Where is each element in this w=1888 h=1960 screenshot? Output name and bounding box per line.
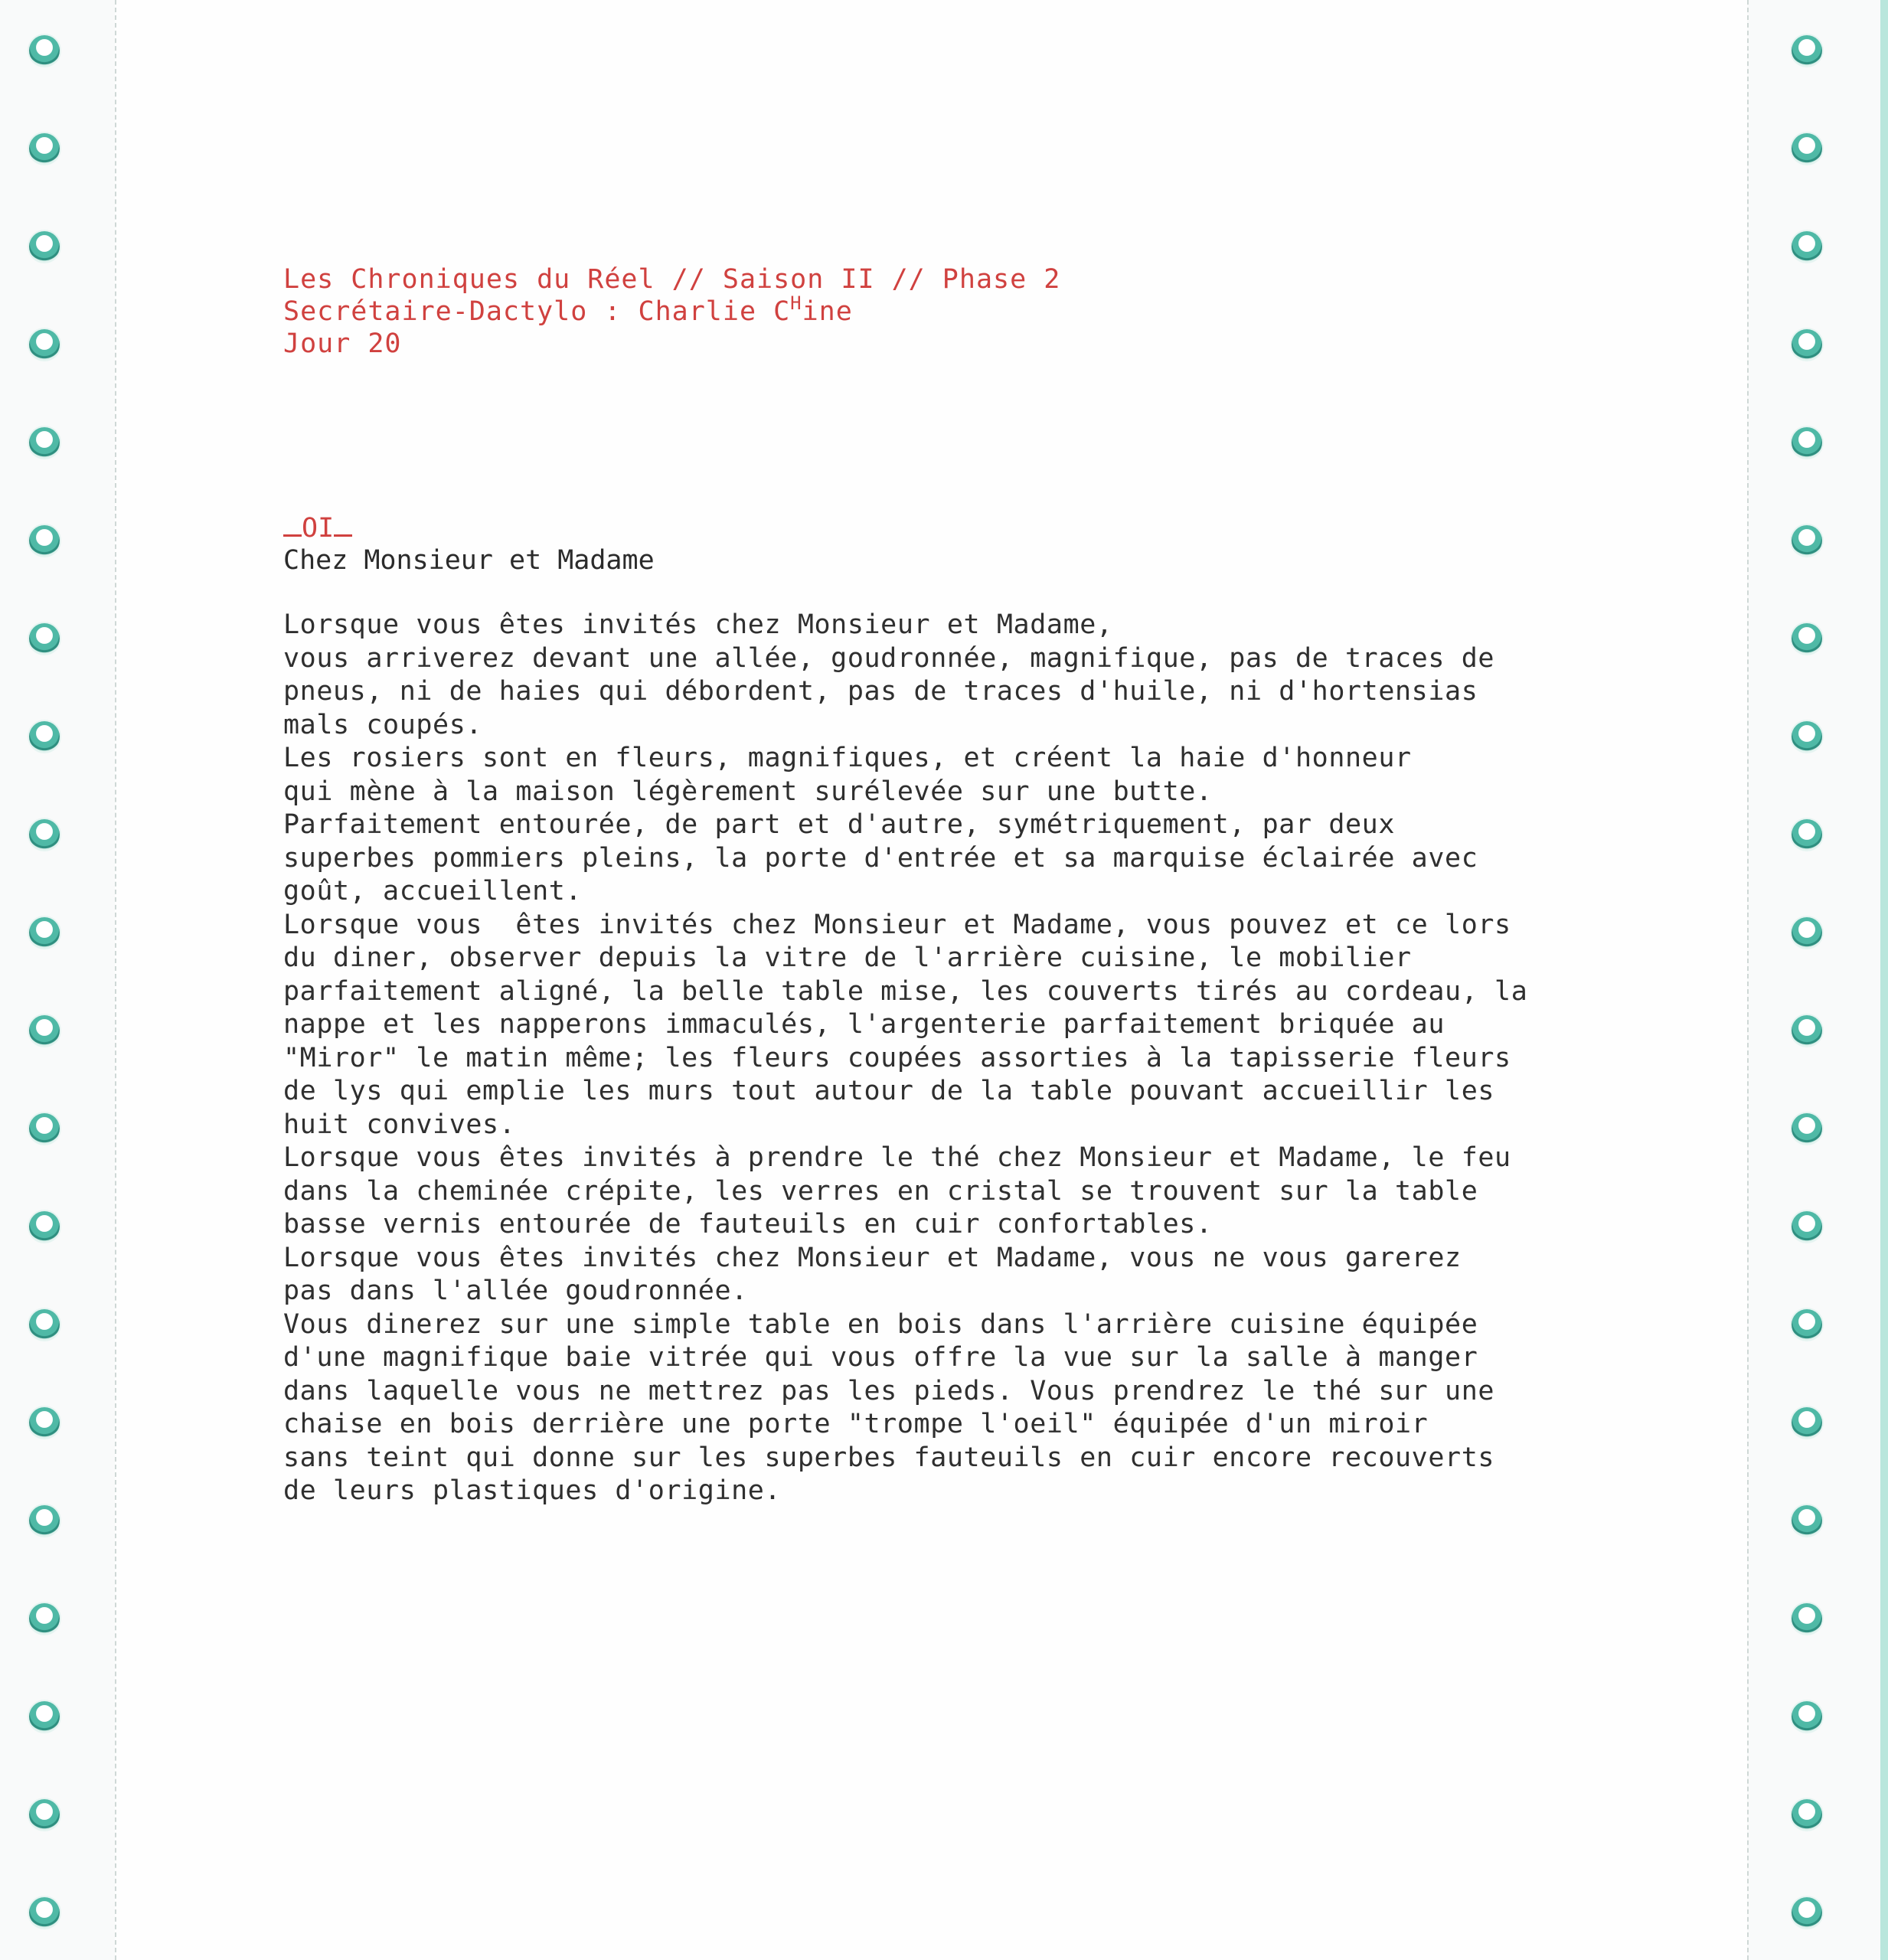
perforation-hole [1792,1113,1822,1144]
perforation-hole [29,231,60,262]
perforation-hole [29,623,60,654]
typed-page [283,263,1585,1508]
left-feed-holes [29,0,75,1960]
body-line: pas dans l'allée goudronnée. [283,1276,748,1306]
body-line: Vous dinerez sur une simple table en bois dans l'arrière cuisine équipée [283,1308,1478,1340]
underline-left [283,511,302,537]
underline-right [334,511,352,537]
perforation-hole [29,1701,60,1732]
body-line: vous arriverez devant une allée, goudronnée, magnifique, pas de traces de [283,642,1495,674]
perforation-hole [1792,133,1822,164]
perforation-hole [1792,1015,1822,1046]
perforation-hole [1792,427,1822,458]
body-line: pneus, ni de haies qui débordent, pas de traces d'huile, ni d'hortensias [283,676,1478,707]
body-line: nappe et les napperons immaculés, l'argenterie parfaitement briquée au [283,1009,1445,1040]
perforation-hole [1792,1897,1822,1928]
perforation-hole [1792,917,1822,948]
perforation-hole [29,329,60,360]
perforation-hole [29,1015,60,1046]
perforation-hole [29,525,60,556]
perforation-hole [29,1897,60,1928]
body-line: "Miror" le matin même; les fleurs coupées assorties à la tapisserie fleurs [283,1042,1511,1073]
secretary-suffix: ine [802,296,853,327]
perforation-hole [29,35,60,66]
body-line: de leurs plastiques d'origine. [283,1475,782,1506]
perforation-hole [29,1505,60,1536]
body-line: Lorsque vous êtes invités chez Monsieur et Madame, vous ne vous garerez [283,1242,1462,1273]
body-line: dans laquelle vous ne mettrez pas les pieds. Vous prendrez le thé sur une [283,1375,1495,1406]
body-line: du diner, observer depuis la vitre de l'arrière cuisine, le mobilier [283,942,1412,973]
perforation-hole [29,1407,60,1438]
right-feed-holes [1792,0,1837,1960]
perforation-hole [1792,623,1822,654]
body-line: goût, accueillent. [283,876,583,906]
header-day-line: Jour 20 [283,328,402,359]
body-line: qui mène à la maison légèrement surélevée sur une butte. [283,776,1213,807]
body-line: de lys qui emplie les murs tout autour de la table pouvant accueillir les [283,1076,1495,1106]
body-line: Lorsque vous êtes invités chez Monsieur et Madame, vous pouvez et ce lors [283,909,1511,940]
body-line: d'une magnifique baie vitrée qui vous offre la vue sur la salle à manger [283,1342,1478,1373]
section-number-text: OI [302,513,335,544]
perforation-hole [29,427,60,458]
perforation-hole [29,1113,60,1144]
perforation-hole [1792,231,1822,262]
perforation-hole [1792,1211,1822,1242]
body-line: superbes pommiers pleins, la porte d'entrée et sa marquise éclairée avec [283,842,1478,874]
perforation-hole [29,721,60,752]
body-line: sans teint qui donne sur les superbes fauteuils en cuir encore recouverts [283,1442,1495,1473]
body-line: mals coupés. [283,709,483,740]
body-line: parfaitement aligné, la belle table mise, les couverts tirés au cordeau, la [283,975,1528,1007]
perforation-hole [29,1603,60,1634]
perforation-hole [29,819,60,850]
section-title: Chez Monsieur et Madame [283,545,655,576]
perforation-hole [1792,1407,1822,1438]
body-line: Lorsque vous êtes invités à prendre le thé chez Monsieur et Madame, le feu [283,1142,1511,1173]
body-line: Lorsque vous êtes invités chez Monsieur et Madame, [283,609,1113,640]
body-line: Parfaitement entourée, de part et d'autre, symétriquement, par deux [283,809,1396,840]
perforation-hole [1792,1799,1822,1830]
header-secretary-line [283,292,1585,328]
perforation-hole [1792,1701,1822,1732]
body-line: dans la cheminée crépite, les verres en cristal se trouvent sur la table [283,1175,1478,1207]
perforation-hole [1792,1505,1822,1536]
left-perforation-line [115,0,116,1960]
perforation-hole [1792,1309,1822,1340]
body-line: Les rosiers sont en fleurs, magnifiques, et créent la haie d'honneur [283,743,1412,773]
perforation-hole [1792,1603,1822,1634]
perforation-hole [29,1799,60,1830]
header-series-line: Les Chroniques du Réel // Saison II // Phase 2 [283,264,1061,295]
body-line: chaise en bois derrière une porte "trompe l'oeil" équipée d'un miroir [283,1409,1429,1439]
perforation-hole [29,1211,60,1242]
perforation-hole [1792,329,1822,360]
secretary-superscript: H [790,292,802,314]
perforation-hole [1792,721,1822,752]
perforation-hole [29,133,60,164]
right-paper-edge [1880,0,1888,1960]
perforation-hole [1792,819,1822,850]
secretary-prefix: Secrétaire-Dactylo : Charlie C [283,296,791,327]
right-perforation-line [1747,0,1749,1960]
perforation-hole [1792,525,1822,556]
perforation-hole [29,1309,60,1340]
section-number [283,511,1585,544]
body-line: huit convives. [283,1109,516,1140]
perforation-hole [1792,35,1822,66]
body-text [283,609,1585,1508]
perforation-hole [29,917,60,948]
body-line: basse vernis entourée de fauteuils en cuir confortables. [283,1209,1213,1240]
